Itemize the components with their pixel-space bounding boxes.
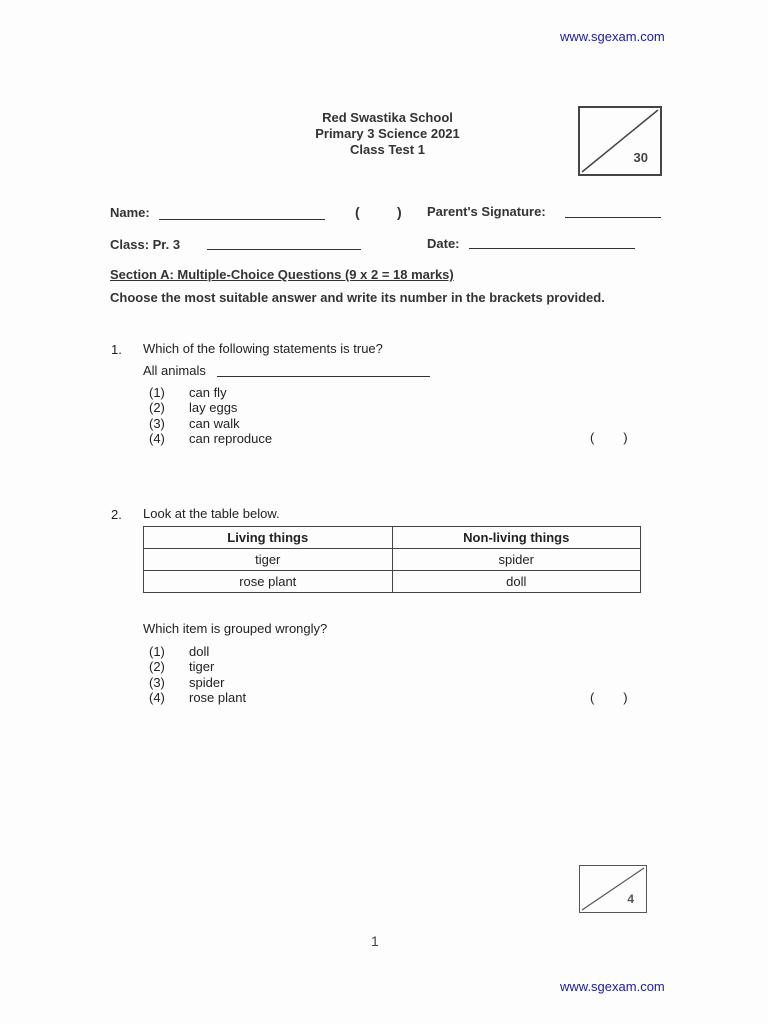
date-field[interactable] bbox=[469, 248, 635, 249]
index-close-bracket: ) bbox=[397, 204, 402, 220]
subject-title: Primary 3 Science 2021 bbox=[315, 126, 460, 141]
question-2-answer-bracket[interactable]: ( ) bbox=[590, 690, 628, 705]
top-website-link[interactable]: www.sgexam.com bbox=[560, 29, 665, 44]
parent-signature-label: Parent's Signature: bbox=[427, 204, 546, 219]
question-1-text: Which of the following statements is true? bbox=[143, 341, 383, 356]
table-header-non-living: Non-living things bbox=[392, 527, 641, 549]
test-title: Class Test 1 bbox=[350, 142, 425, 157]
option: (1) can fly bbox=[149, 385, 227, 400]
question-1-answer-bracket[interactable]: ( ) bbox=[590, 430, 628, 445]
table-cell: tiger bbox=[144, 549, 393, 571]
question-1-number: 1. bbox=[111, 342, 122, 357]
option: (1) doll bbox=[149, 644, 210, 659]
question-1-options bbox=[149, 385, 272, 446]
section-a-title: Section A: Multiple-Choice Questions (9 x 2 = 18 marks) bbox=[110, 267, 454, 282]
question-2-question: Which item is grouped wrongly? bbox=[143, 621, 328, 636]
table-row bbox=[144, 549, 641, 571]
name-label: Name: bbox=[110, 205, 150, 220]
score-box-diagonal bbox=[580, 108, 660, 174]
option: (2) tiger bbox=[149, 659, 215, 675]
page-number: 1 bbox=[371, 933, 379, 949]
option: (3) spider bbox=[149, 674, 225, 690]
question-2-options bbox=[149, 644, 246, 705]
option: (3) can walk bbox=[149, 415, 240, 431]
table-cell: doll bbox=[392, 571, 641, 593]
table-header-row bbox=[144, 527, 641, 549]
table-header-living: Living things bbox=[144, 527, 393, 549]
test-header bbox=[290, 110, 485, 158]
option: (4) can reproduce bbox=[149, 430, 273, 446]
date-label: Date: bbox=[427, 236, 460, 251]
living-things-table bbox=[143, 526, 641, 593]
section-instruction: Choose the most suitable answer and write its number in the brackets provided. bbox=[110, 290, 605, 305]
total-score: 30 bbox=[633, 150, 648, 165]
question-2-number: 2. bbox=[111, 507, 122, 522]
option: (2) lay eggs bbox=[149, 400, 238, 416]
class-field[interactable] bbox=[207, 249, 361, 250]
question-1-stem-blank bbox=[217, 376, 430, 377]
school-name: Red Swastika School bbox=[322, 110, 453, 125]
question-2-text: Look at the table below. bbox=[143, 506, 280, 521]
index-open-bracket: ( bbox=[355, 204, 360, 220]
marks-box-diagonal bbox=[580, 866, 646, 912]
table-row bbox=[144, 571, 641, 593]
table-cell: spider bbox=[392, 549, 641, 571]
option: (4) rose plant bbox=[149, 689, 247, 705]
table-cell: rose plant bbox=[144, 571, 393, 593]
page-marks-box bbox=[579, 865, 647, 913]
parent-signature-field[interactable] bbox=[565, 217, 661, 218]
class-label: Class: Pr. 3 bbox=[110, 237, 181, 252]
total-score-box bbox=[578, 106, 662, 176]
page-marks-value: 4 bbox=[627, 892, 634, 906]
question-1-stem: All animals bbox=[143, 363, 206, 378]
name-field[interactable] bbox=[159, 219, 325, 220]
bottom-website-link[interactable]: www.sgexam.com bbox=[560, 979, 665, 994]
